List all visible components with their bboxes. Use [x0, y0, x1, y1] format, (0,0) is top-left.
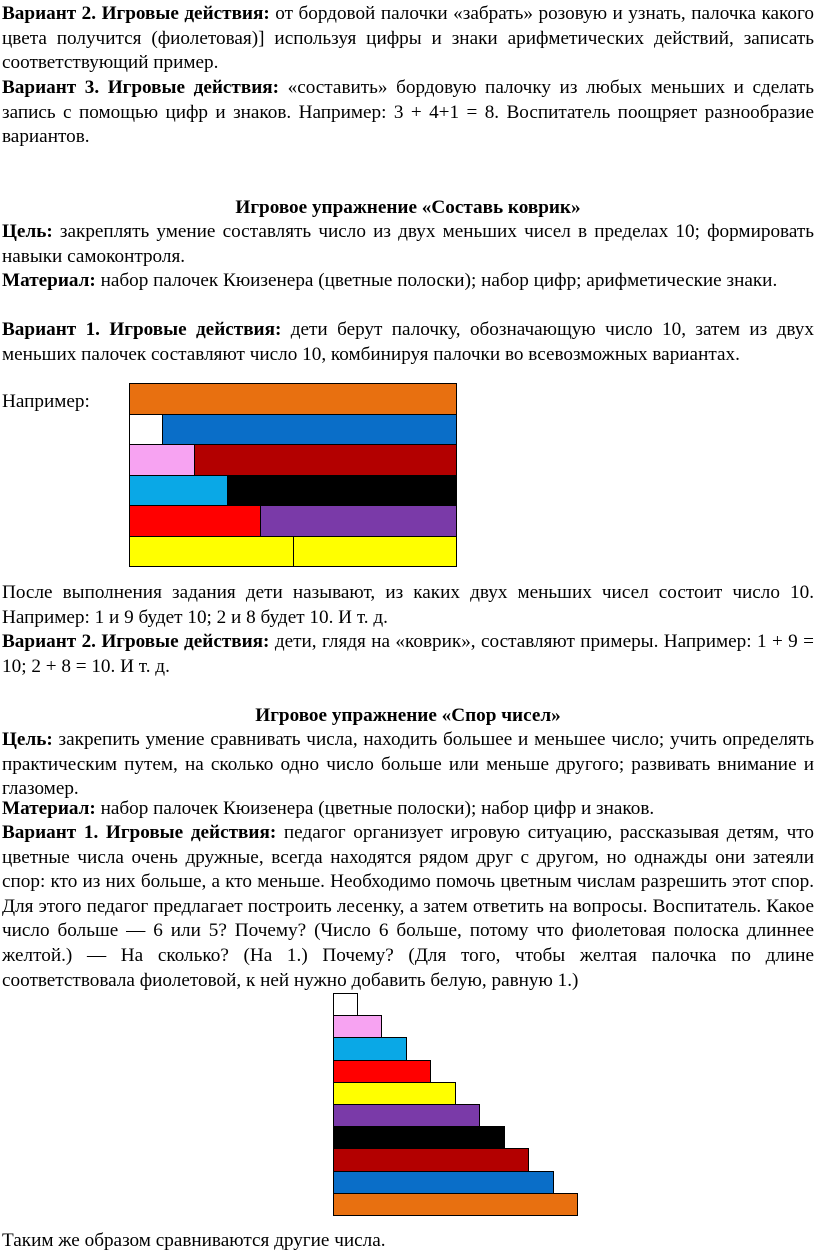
- stair-rod-blue-9: [333, 1171, 554, 1194]
- rug-rod-black-7: [227, 475, 457, 507]
- variant-3-paragraph: [2, 76, 814, 150]
- rug-goal-label: Цель:: [2, 221, 53, 242]
- rug-rod-white-1: [129, 414, 163, 446]
- dispute-material-label: Материал:: [2, 798, 96, 819]
- variant-2-paragraph: [2, 2, 814, 76]
- rug-rod-blue-9: [162, 414, 457, 446]
- dispute-variant-1-text: педагог организует игровую ситуацию, рассказывая детям, что цветные числа очень дружные, всегда находятся рядом друг с другом, но однажды они затеяли спор: кто из них больше, а кто меньше. Необходимо помочь цветным числам разрешить этот спор. Для этого педагог предлагает построить лесенку, а затем ответить на вопросы. Воспитатель. Какое число больше — 6 или 5? Почему? (Число 6 больше, потому что фиолетовая полоска длиннее желтой.) — На сколько? (На 1.) Почему? (Для того, чтобы желтая палочка по длине соответствовала фиолетовой, к ней нужно добавить белую, равную 1.): [2, 822, 814, 991]
- dispute-variant-1-label: Вариант 1. Игровые действия:: [2, 822, 277, 843]
- stair-rod-yellow-5: [333, 1082, 456, 1105]
- exercise-dispute-title: Игровое упражнение «Спор чисел»: [255, 705, 561, 726]
- rug-variant-1-paragraph: [2, 318, 814, 367]
- stair-rod-cyan-3: [333, 1037, 407, 1060]
- stair-rod-maroon-8: [333, 1148, 529, 1171]
- rug-goal-paragraph: [2, 220, 814, 269]
- variant-2-text: от бордовой палочки «забрать» розовую и узнать, палочка какого цвета получится (фиолетовая)] используя цифры и знаки арифметических действий, записать соответствующий пример.: [2, 3, 814, 74]
- cuisenaire-rug-figure: [129, 383, 456, 566]
- rug-rod-pink-2: [129, 444, 195, 476]
- rug-material-label: Материал:: [2, 270, 96, 291]
- rug-rod-yellow-5: [293, 536, 458, 568]
- rug-rod-red-4: [129, 505, 261, 537]
- rug-rod-yellow-5: [129, 536, 294, 568]
- rug-goal-text: закреплять умение составлять число из двух меньших чисел в пределах 10; формировать навыки самоконтроля.: [2, 221, 814, 267]
- stair-rod-white-1: [333, 993, 358, 1016]
- stair-rod-pink-2: [333, 1015, 382, 1038]
- rug-rod-purple-6: [260, 505, 457, 537]
- dispute-variant-1-paragraph: [2, 821, 814, 993]
- variant-3-label: Вариант 3. Игровые действия:: [2, 77, 280, 98]
- stair-rod-orange-10: [333, 1193, 578, 1216]
- stair-rod-red-4: [333, 1060, 431, 1083]
- dispute-material-text: набор палочек Кюизенера (цветные полоски); набор цифр и знаков.: [95, 798, 655, 819]
- rug-variant-1-text: дети берут палочку, обозначающую число 10, затем из двух меньших палочек составляют число 10, комбинируя палочки во всевозможных вариантах.: [2, 319, 814, 365]
- rug-rod-orange-10: [129, 383, 457, 415]
- closing-line: Таким же образом сравниваются другие числа.: [2, 1230, 386, 1251]
- exercise-rug-title: Игровое упражнение «Составь коврик»: [235, 197, 581, 218]
- dispute-goal-paragraph: [2, 728, 814, 802]
- dispute-goal-label: Цель:: [2, 729, 53, 750]
- dispute-goal-text: закрепить умение сравнивать числа, находить большее и меньшее число; учить определять практическим путем, на сколько одно число больше или меньше другого; развивать внимание и глазомер.: [2, 729, 814, 800]
- rug-after-paragraph: После выполнения задания дети называют, из каких двух меньших чисел состоит число 10. Например: 1 и 9 будет 10; 2 и 8 будет 10. И т. д.: [2, 582, 814, 628]
- rug-variant-2-text: дети, глядя на «коврик», составляют примеры. Например: 1 + 9 = 10; 2 + 8 = 10. И т. д.: [2, 631, 814, 677]
- dispute-material-paragraph: [2, 797, 814, 822]
- rug-material-text: набор палочек Кюизенера (цветные полоски); набор цифр; арифметические знаки.: [95, 270, 778, 291]
- rug-rod-cyan-3: [129, 475, 228, 507]
- stair-rod-black-7: [333, 1126, 505, 1149]
- variant-3-text: «составить» бордовую палочку из любых меньших и сделать запись с помощью цифр и знаков. Например: 3 + 4+1 = 8. Воспитатель поощряет разнообразие вариантов.: [2, 77, 814, 148]
- rug-material-paragraph: [2, 269, 814, 294]
- rug-rod-maroon-8: [194, 444, 457, 476]
- rug-variant-1-label: Вариант 1. Игровые действия:: [2, 319, 282, 340]
- cuisenaire-staircase-figure: [333, 993, 578, 1215]
- variant-2-label: Вариант 2. Игровые действия:: [2, 3, 270, 24]
- rug-variant-2-paragraph: [2, 630, 814, 679]
- stair-rod-purple-6: [333, 1104, 480, 1127]
- rug-variant-2-label: Вариант 2. Игровые действия:: [2, 631, 270, 652]
- rug-example-label: Например:: [2, 391, 90, 412]
